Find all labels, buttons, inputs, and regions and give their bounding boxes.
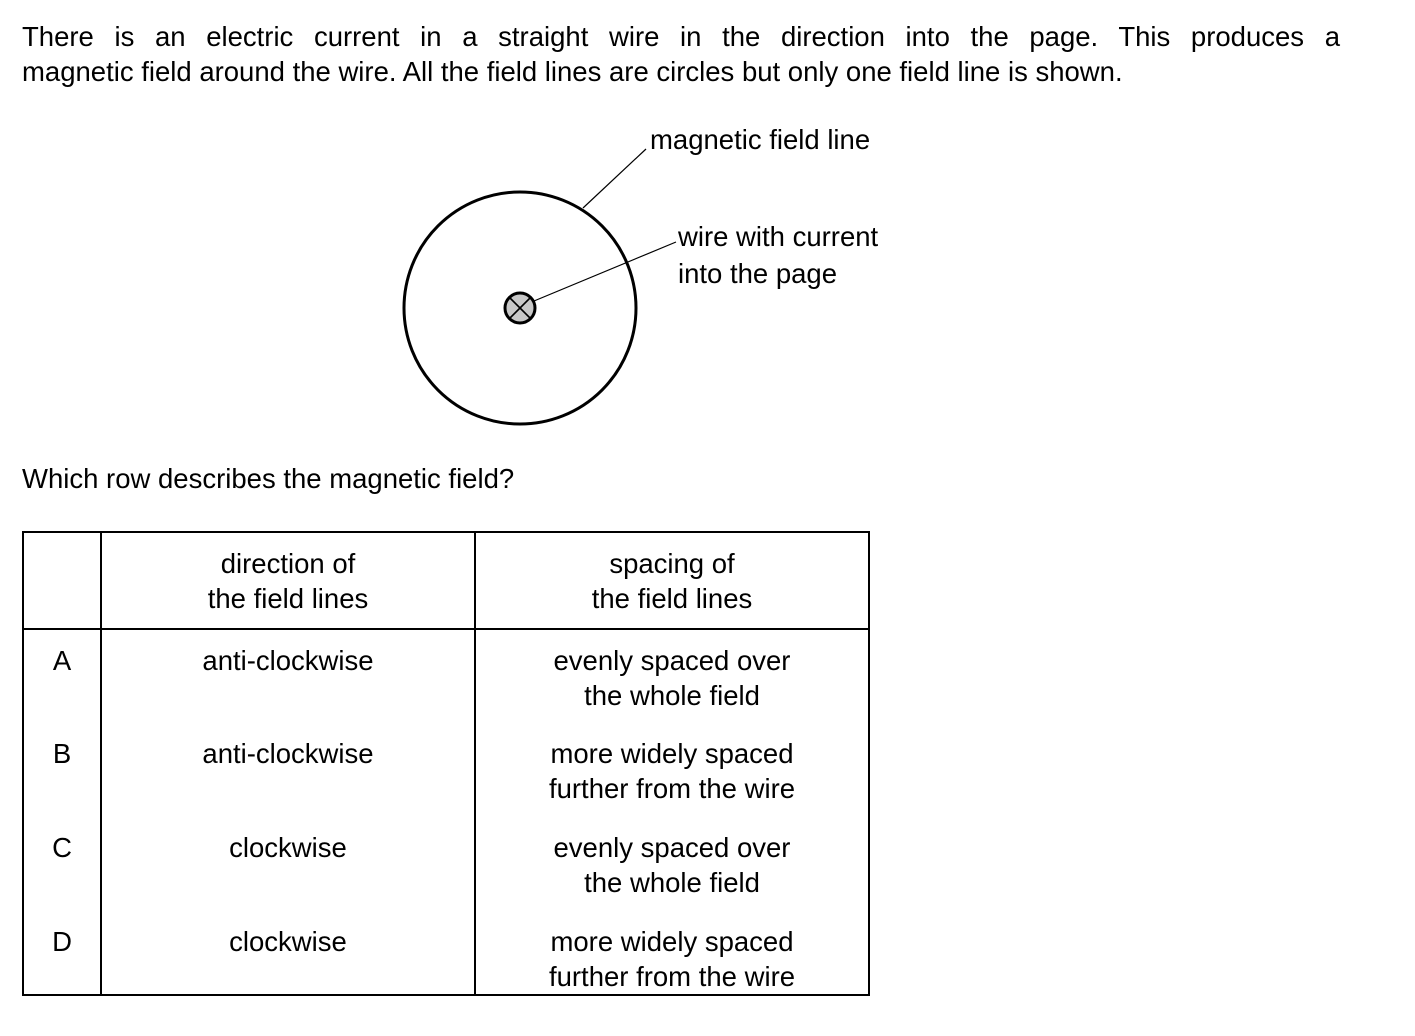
table-row xyxy=(23,817,869,911)
row-direction: anti-clockwise xyxy=(101,629,475,723)
wire-into-page-icon xyxy=(505,293,535,323)
answer-table xyxy=(22,531,870,996)
label-magnetic-field-line: magnetic field line xyxy=(650,124,871,155)
table-header-row xyxy=(23,532,869,629)
row-direction: anti-clockwise xyxy=(101,723,475,817)
row-key: C xyxy=(23,817,101,911)
field-line-leader xyxy=(583,149,646,208)
row-key: B xyxy=(23,723,101,817)
row-spacing: evenly spaced over the whole field xyxy=(475,629,869,723)
wire-leader xyxy=(534,242,676,301)
row-key: D xyxy=(23,911,101,995)
row-key: A xyxy=(23,629,101,723)
header-direction: direction of the field lines xyxy=(101,532,475,629)
row-direction: clockwise xyxy=(101,911,475,995)
table-row xyxy=(23,911,869,995)
table-row xyxy=(23,629,869,723)
table-row xyxy=(23,723,869,817)
intro-line-2: magnetic field around the wire. All the field lines are circles but only one field line is shown. xyxy=(22,56,1123,87)
row-direction: clockwise xyxy=(101,817,475,911)
question-text: Which row describes the magnetic field? xyxy=(22,463,515,494)
label-wire-line-1: wire with current xyxy=(678,221,879,252)
row-spacing: more widely spaced further from the wire xyxy=(475,911,869,995)
row-spacing: more widely spaced further from the wire xyxy=(475,723,869,817)
header-spacing: spacing of the field lines xyxy=(475,532,869,629)
intro-line-1: There is an electric current in a straight wire in the direction into the page. This produces a xyxy=(22,21,1340,52)
header-key xyxy=(23,532,101,629)
row-spacing: evenly spaced over the whole field xyxy=(475,817,869,911)
label-wire-line-2: into the page xyxy=(678,258,838,289)
